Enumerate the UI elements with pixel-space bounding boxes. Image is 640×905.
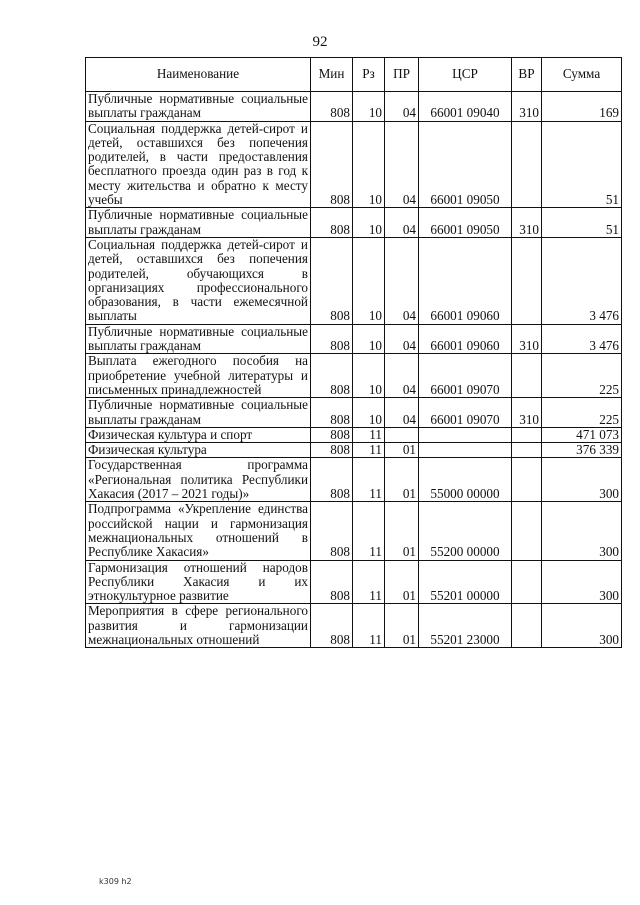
cell-pr: 01 xyxy=(385,458,419,502)
cell-pr: 01 xyxy=(385,604,419,648)
cell-name: Подпрограмма «Укрепление единства российской нации и гармонизация межнациональных отношений в Республике Хакасия» xyxy=(86,502,311,560)
cell-name: Выплата ежегодного пособия на приобретение учебной литературы и письменных принадлежностей xyxy=(86,354,311,398)
header-min: Мин xyxy=(311,58,353,92)
cell-sum: 300 xyxy=(542,560,622,604)
cell-name: Физическая культура xyxy=(86,443,311,458)
cell-name: Гармонизация отношений народов Республики Хакасия и их этнокультурное развитие xyxy=(86,560,311,604)
cell-pr: 04 xyxy=(385,398,419,428)
cell-name: Государственная программа «Региональная политика Республики Хакасия (2017 – 2021 годы)» xyxy=(86,458,311,502)
cell-csr: 55201 00000 xyxy=(419,560,512,604)
cell-rz: 11 xyxy=(353,560,385,604)
cell-sum: 51 xyxy=(542,208,622,238)
cell-sum: 300 xyxy=(542,604,622,648)
table-row xyxy=(86,443,622,458)
header-vr: ВР xyxy=(512,58,542,92)
cell-vr xyxy=(512,237,542,324)
cell-min: 808 xyxy=(311,560,353,604)
cell-rz: 11 xyxy=(353,458,385,502)
cell-rz: 10 xyxy=(353,237,385,324)
cell-rz: 11 xyxy=(353,443,385,458)
header-rz: Рз xyxy=(353,58,385,92)
cell-csr xyxy=(419,443,512,458)
cell-sum: 169 xyxy=(542,92,622,122)
cell-csr: 55201 23000 xyxy=(419,604,512,648)
table-row xyxy=(86,398,622,428)
cell-csr: 66001 09050 xyxy=(419,208,512,238)
cell-name: Публичные нормативные социальные выплаты гражданам xyxy=(86,92,311,122)
table-row xyxy=(86,560,622,604)
cell-rz: 10 xyxy=(353,121,385,208)
cell-min: 808 xyxy=(311,324,353,354)
cell-vr xyxy=(512,121,542,208)
cell-min: 808 xyxy=(311,427,353,442)
cell-min: 808 xyxy=(311,121,353,208)
cell-sum: 225 xyxy=(542,398,622,428)
cell-pr: 01 xyxy=(385,502,419,560)
cell-csr: 66001 09040 xyxy=(419,92,512,122)
table-row xyxy=(86,208,622,238)
cell-sum: 225 xyxy=(542,354,622,398)
cell-csr: 66001 09070 xyxy=(419,354,512,398)
cell-vr: 310 xyxy=(512,92,542,122)
cell-vr xyxy=(512,458,542,502)
cell-name: Социальная поддержка детей-сирот и детей, оставшихся без попечения родителей, в части предоставления бесплатного проезда один раз в год к месту жительства и обратно к месту учебы xyxy=(86,121,311,208)
cell-rz: 11 xyxy=(353,427,385,442)
cell-rz: 10 xyxy=(353,208,385,238)
cell-rz: 10 xyxy=(353,92,385,122)
footer-code: k309 h2 xyxy=(99,877,132,886)
cell-sum: 3 476 xyxy=(542,324,622,354)
cell-min: 808 xyxy=(311,443,353,458)
cell-pr: 04 xyxy=(385,121,419,208)
table-row xyxy=(86,427,622,442)
cell-min: 808 xyxy=(311,208,353,238)
table-row xyxy=(86,92,622,122)
cell-vr xyxy=(512,427,542,442)
page-number: 92 xyxy=(312,34,328,50)
cell-vr xyxy=(512,354,542,398)
cell-vr: 310 xyxy=(512,208,542,238)
cell-rz: 10 xyxy=(353,354,385,398)
cell-sum: 300 xyxy=(542,458,622,502)
cell-name: Мероприятия в сфере регионального развития и гармонизации межнациональных отношений xyxy=(86,604,311,648)
header-name: Наименование xyxy=(86,58,311,92)
cell-name: Социальная поддержка детей-сирот и детей, оставшихся без попечения родителей, обучающихся в организациях профессионального образования, в части ежемесячной выплаты xyxy=(86,237,311,324)
cell-name: Физическая культура и спорт xyxy=(86,427,311,442)
cell-vr: 310 xyxy=(512,324,542,354)
cell-sum: 51 xyxy=(542,121,622,208)
cell-csr xyxy=(419,427,512,442)
cell-sum: 300 xyxy=(542,502,622,560)
header-pr: ПР xyxy=(385,58,419,92)
cell-min: 808 xyxy=(311,458,353,502)
cell-min: 808 xyxy=(311,237,353,324)
cell-rz: 11 xyxy=(353,604,385,648)
cell-rz: 10 xyxy=(353,324,385,354)
table-header-row xyxy=(86,58,622,92)
cell-min: 808 xyxy=(311,398,353,428)
cell-pr: 01 xyxy=(385,443,419,458)
cell-vr xyxy=(512,560,542,604)
cell-csr: 55000 00000 xyxy=(419,458,512,502)
cell-pr: 04 xyxy=(385,354,419,398)
cell-csr: 66001 09070 xyxy=(419,398,512,428)
header-csr: ЦСР xyxy=(419,58,512,92)
cell-name: Публичные нормативные социальные выплаты гражданам xyxy=(86,398,311,428)
cell-pr: 04 xyxy=(385,237,419,324)
table-row xyxy=(86,324,622,354)
cell-min: 808 xyxy=(311,92,353,122)
header-sum: Сумма xyxy=(542,58,622,92)
table-row xyxy=(86,121,622,208)
cell-vr xyxy=(512,502,542,560)
cell-sum: 471 073 xyxy=(542,427,622,442)
cell-sum: 376 339 xyxy=(542,443,622,458)
budget-table xyxy=(85,57,622,648)
cell-csr: 66001 09060 xyxy=(419,237,512,324)
cell-pr: 01 xyxy=(385,560,419,604)
cell-name: Публичные нормативные социальные выплаты гражданам xyxy=(86,208,311,238)
cell-name: Публичные нормативные социальные выплаты гражданам xyxy=(86,324,311,354)
cell-rz: 11 xyxy=(353,502,385,560)
cell-vr xyxy=(512,604,542,648)
table-row xyxy=(86,237,622,324)
cell-pr: 04 xyxy=(385,208,419,238)
cell-vr xyxy=(512,443,542,458)
cell-min: 808 xyxy=(311,354,353,398)
cell-pr xyxy=(385,427,419,442)
cell-sum: 3 476 xyxy=(542,237,622,324)
cell-vr: 310 xyxy=(512,398,542,428)
table-row xyxy=(86,502,622,560)
table-row xyxy=(86,604,622,648)
cell-csr: 55200 00000 xyxy=(419,502,512,560)
cell-rz: 10 xyxy=(353,398,385,428)
cell-min: 808 xyxy=(311,502,353,560)
cell-csr: 66001 09060 xyxy=(419,324,512,354)
table-row xyxy=(86,354,622,398)
cell-csr: 66001 09050 xyxy=(419,121,512,208)
cell-pr: 04 xyxy=(385,92,419,122)
table-row xyxy=(86,458,622,502)
cell-min: 808 xyxy=(311,604,353,648)
cell-pr: 04 xyxy=(385,324,419,354)
